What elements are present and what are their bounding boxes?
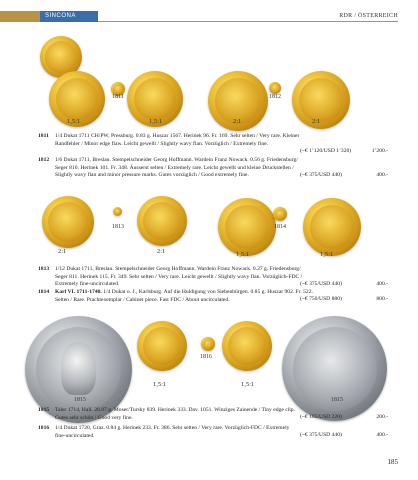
lot-1816: [38, 425, 388, 443]
scale-label: 1,5:1: [149, 118, 163, 125]
coin-1816-reverse-large: [222, 321, 272, 371]
lot-1815: [38, 407, 388, 425]
scale-label: 1,5:1: [67, 118, 81, 125]
lot-price: 400.-: [376, 432, 388, 438]
coin-label-1816: 1816: [200, 354, 212, 360]
scale-label: 1,5:1: [236, 251, 250, 258]
lot-price: 1’200.-: [371, 148, 388, 154]
header-rule: [98, 21, 398, 22]
lot-estimate: (~€ 185/USD 220): [300, 414, 342, 420]
lot-estimate: (~€ 375/USD 440): [300, 172, 342, 178]
coin-1816-small: [201, 337, 215, 351]
lot-description: fine-uncirculated.: [55, 432, 95, 439]
brand-band: SINCONA: [40, 11, 98, 22]
lot-price: 800.-: [376, 296, 388, 302]
coin-1814-reverse-large: [303, 198, 361, 256]
lot-description: 1/6 Dukat 1711, Breslau. Stempelschneider Georg Hoffmann. Wardein Franz Nowack. 0.56 g. Friedensburg/: [55, 157, 298, 163]
lot-1812: [38, 157, 388, 187]
scale-label: 1,5:1: [241, 381, 255, 388]
section-title: RDR / ÖSTERREICH: [339, 13, 398, 19]
scale-label: 2:1: [157, 248, 166, 255]
lot-description: Seger 811. Herinek 115. Fr. 349. Sehr selten / Very rare. Leicht gewellt / Slightly wavy flan. Vorzüglich-FDC /: [55, 273, 303, 280]
coin-label-1812: 1812: [269, 94, 281, 100]
coin-1816-obverse-large: [137, 321, 187, 371]
lot-number: 1811: [38, 133, 49, 139]
lot-description: Selten / Rare. Prachtexemplar / Cabinet piece. Fast FDC / About uncirculated.: [55, 296, 230, 303]
lot-price: 400.-: [376, 172, 388, 178]
lot-description: Gutes sehr schön / Good very fine.: [55, 414, 133, 421]
lot-description: 1/4 Dukat 1720, Graz. 0.84 g. Herinek 233. Fr. 386. Sehr selten / Very rare. Vorzüglich-FDC / Extremely: [55, 425, 290, 431]
lot-estimate: (~€ 750/USD 880): [300, 296, 342, 302]
ruler-title: Karl VI. 1711-1740.: [55, 289, 102, 295]
scale-label: 2:1: [58, 248, 67, 255]
header-accent: [0, 11, 40, 22]
coin-label-1814: 1814: [274, 224, 286, 230]
lot-number: 1816: [38, 425, 50, 431]
lot-number: 1815: [38, 407, 50, 413]
lot-number: 1812: [38, 157, 50, 163]
lot-description: Taler 1714, Hall. 28.87 g. Moser/Tursky 839. Herinek 333. Dav. 1051. Winziges Zainende / Tiny edge clip.: [55, 407, 295, 413]
coin-1812-small: [269, 82, 281, 94]
lot-description: Extremely fine-uncirculated.: [55, 281, 120, 288]
lot-estimate: (~€ 1’120/USD 1’320): [300, 148, 352, 154]
lot-description: 1/4 Dukat 1711 CH/PW, Pressburg. 0.83 g. Huszar 1567. Herinek 96. Fr. 169. Sehr selten / Very rare. Kleiner: [55, 133, 300, 139]
scale-label: 2:1: [312, 118, 321, 125]
lot-price: 200.-: [376, 414, 388, 420]
coin-label-1815: 1815: [74, 397, 86, 403]
lot-estimate: (~€ 375/USD 440): [300, 432, 342, 438]
lot-description: Slightly wavy flan and minor pressure marks. Gutes vorzüglich / Good extremely fine.: [55, 172, 249, 179]
coin-label-1811: 1811: [112, 94, 124, 100]
scale-label: 1,5:1: [320, 251, 334, 258]
lot-number: 1814: [38, 289, 50, 295]
coin-1814-small: [273, 207, 287, 221]
coin-1813-obverse-large: [42, 196, 94, 248]
lot-number: 1813: [38, 266, 50, 272]
scale-label: 2:1: [233, 118, 242, 125]
lot-description: 1/12 Dukat 1711, Breslau. Stempelschneider Georg Hoffmann. Wardein Franz Nowack. 0.27 g. Friedensburg/: [55, 266, 301, 272]
coin-1815-reverse: [282, 316, 387, 421]
lot-estimate: (~€ 375/USD 440): [300, 281, 342, 287]
coin-label-1815: 1815: [331, 397, 343, 403]
coin-label-1813: 1813: [112, 224, 124, 230]
coin-1813-reverse-large: [137, 196, 187, 246]
lot-1814: [38, 289, 388, 309]
lot-description: 1/4 Dukat o. J., Karlsburg. Auf die Huldigung von Siebenbürgen. 0.85 g. Huszar 902. Fr. 522.: [101, 289, 313, 295]
lot-price: 400.-: [376, 281, 388, 287]
lot-description: Randfehler / Minor edge flaw. Leicht gewellt / Slightly wavy flan. Vorzüglich / Extremely fine.: [55, 140, 269, 147]
coin-1813-small: [113, 207, 122, 216]
page-number: 185: [387, 458, 398, 466]
lot-description: Seger 810. Herinek 101. Fr. 348. Äusserst selten / Extremely rare. Leicht gewellt und kleine Druckstellen /: [55, 164, 294, 171]
scale-label: 1,5:1: [153, 381, 167, 388]
coin-1812-reverse-large: [292, 71, 350, 129]
